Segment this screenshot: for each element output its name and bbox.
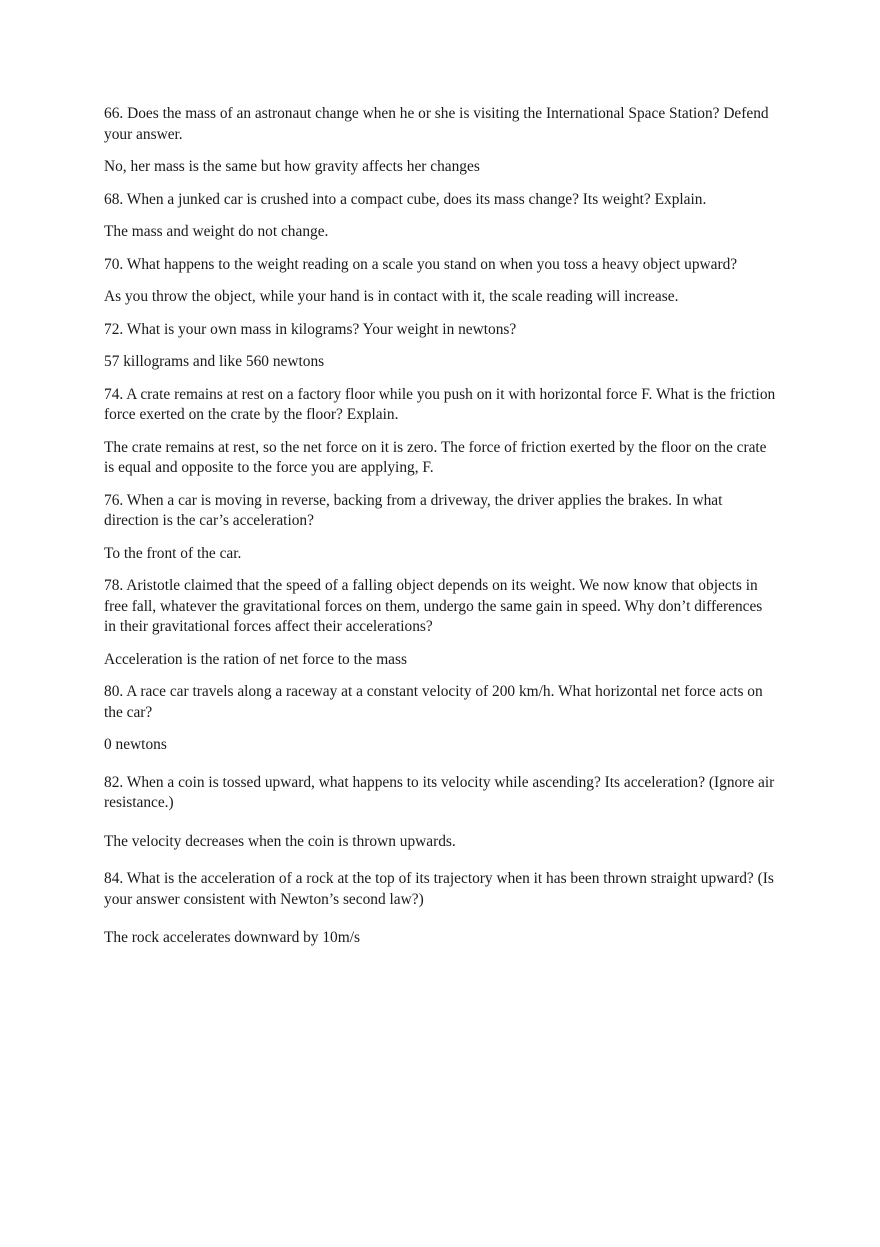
question-84: 84. What is the acceleration of a rock at the top of its trajectory when it has been thrown straight upward? (Is your answer consistent with Newton’s second law?) — [104, 870, 774, 908]
question-80: 80. A race car travels along a raceway at a constant velocity of 200 km/h. What horizontal net force acts on the car? — [104, 683, 763, 721]
answer-82: The velocity decreases when the coin is thrown upwards. — [104, 832, 456, 850]
question-68: 68. When a junked car is crushed into a compact cube, does its mass change? Its weight? Explain. — [104, 190, 707, 208]
question-72: 72. What is your own mass in kilograms? Your weight in newtons? — [104, 320, 517, 338]
question-70: 70. What happens to the weight reading on a scale you stand on when you toss a heavy object upward? — [104, 255, 738, 273]
answer-70: As you throw the object, while your hand is in contact with it, the scale reading will increase. — [104, 288, 679, 305]
question-78: 78. Aristotle claimed that the speed of a falling object depends on its weight. We now know that objects in free fall, whatever the gravitational forces on them, undergo the same gain in speed. Why don’t differences in their gravitational forces affect their accelerations? — [104, 577, 763, 635]
answer-78: Acceleration is the ration of net force to the mass — [104, 650, 407, 668]
qa-list — [104, 104, 776, 949]
answer-84: The rock accelerates downward by 10m/s — [104, 929, 360, 946]
answer-74: The crate remains at rest, so the net force on it is zero. The force of friction exerted by the floor on the crate is equal and opposite to the force you are applying, F. — [104, 438, 767, 476]
answer-76: To the front of the car. — [104, 544, 242, 562]
answer-72: 57 killograms and like 560 newtons — [104, 353, 325, 370]
answer-80: 0 newtons — [104, 736, 167, 753]
answer-66: No, her mass is the same but how gravity affects her changes — [104, 158, 480, 175]
question-82: 82. When a coin is tossed upward, what happens to its velocity while ascending? Its acceleration? (Ignore air resistance.) — [104, 773, 775, 811]
question-74: 74. A crate remains at rest on a factory floor while you push on it with horizontal force F. What is the friction force exerted on the crate by the floor? Explain. — [104, 385, 776, 423]
answer-68: The mass and weight do not change. — [104, 223, 329, 240]
question-66: 66. Does the mass of an astronaut change when he or she is visiting the International Space Station? Defend your answer. — [104, 105, 769, 143]
question-76: 76. When a car is moving in reverse, backing from a driveway, the driver applies the brakes. In what direction is the car’s acceleration? — [104, 491, 723, 529]
